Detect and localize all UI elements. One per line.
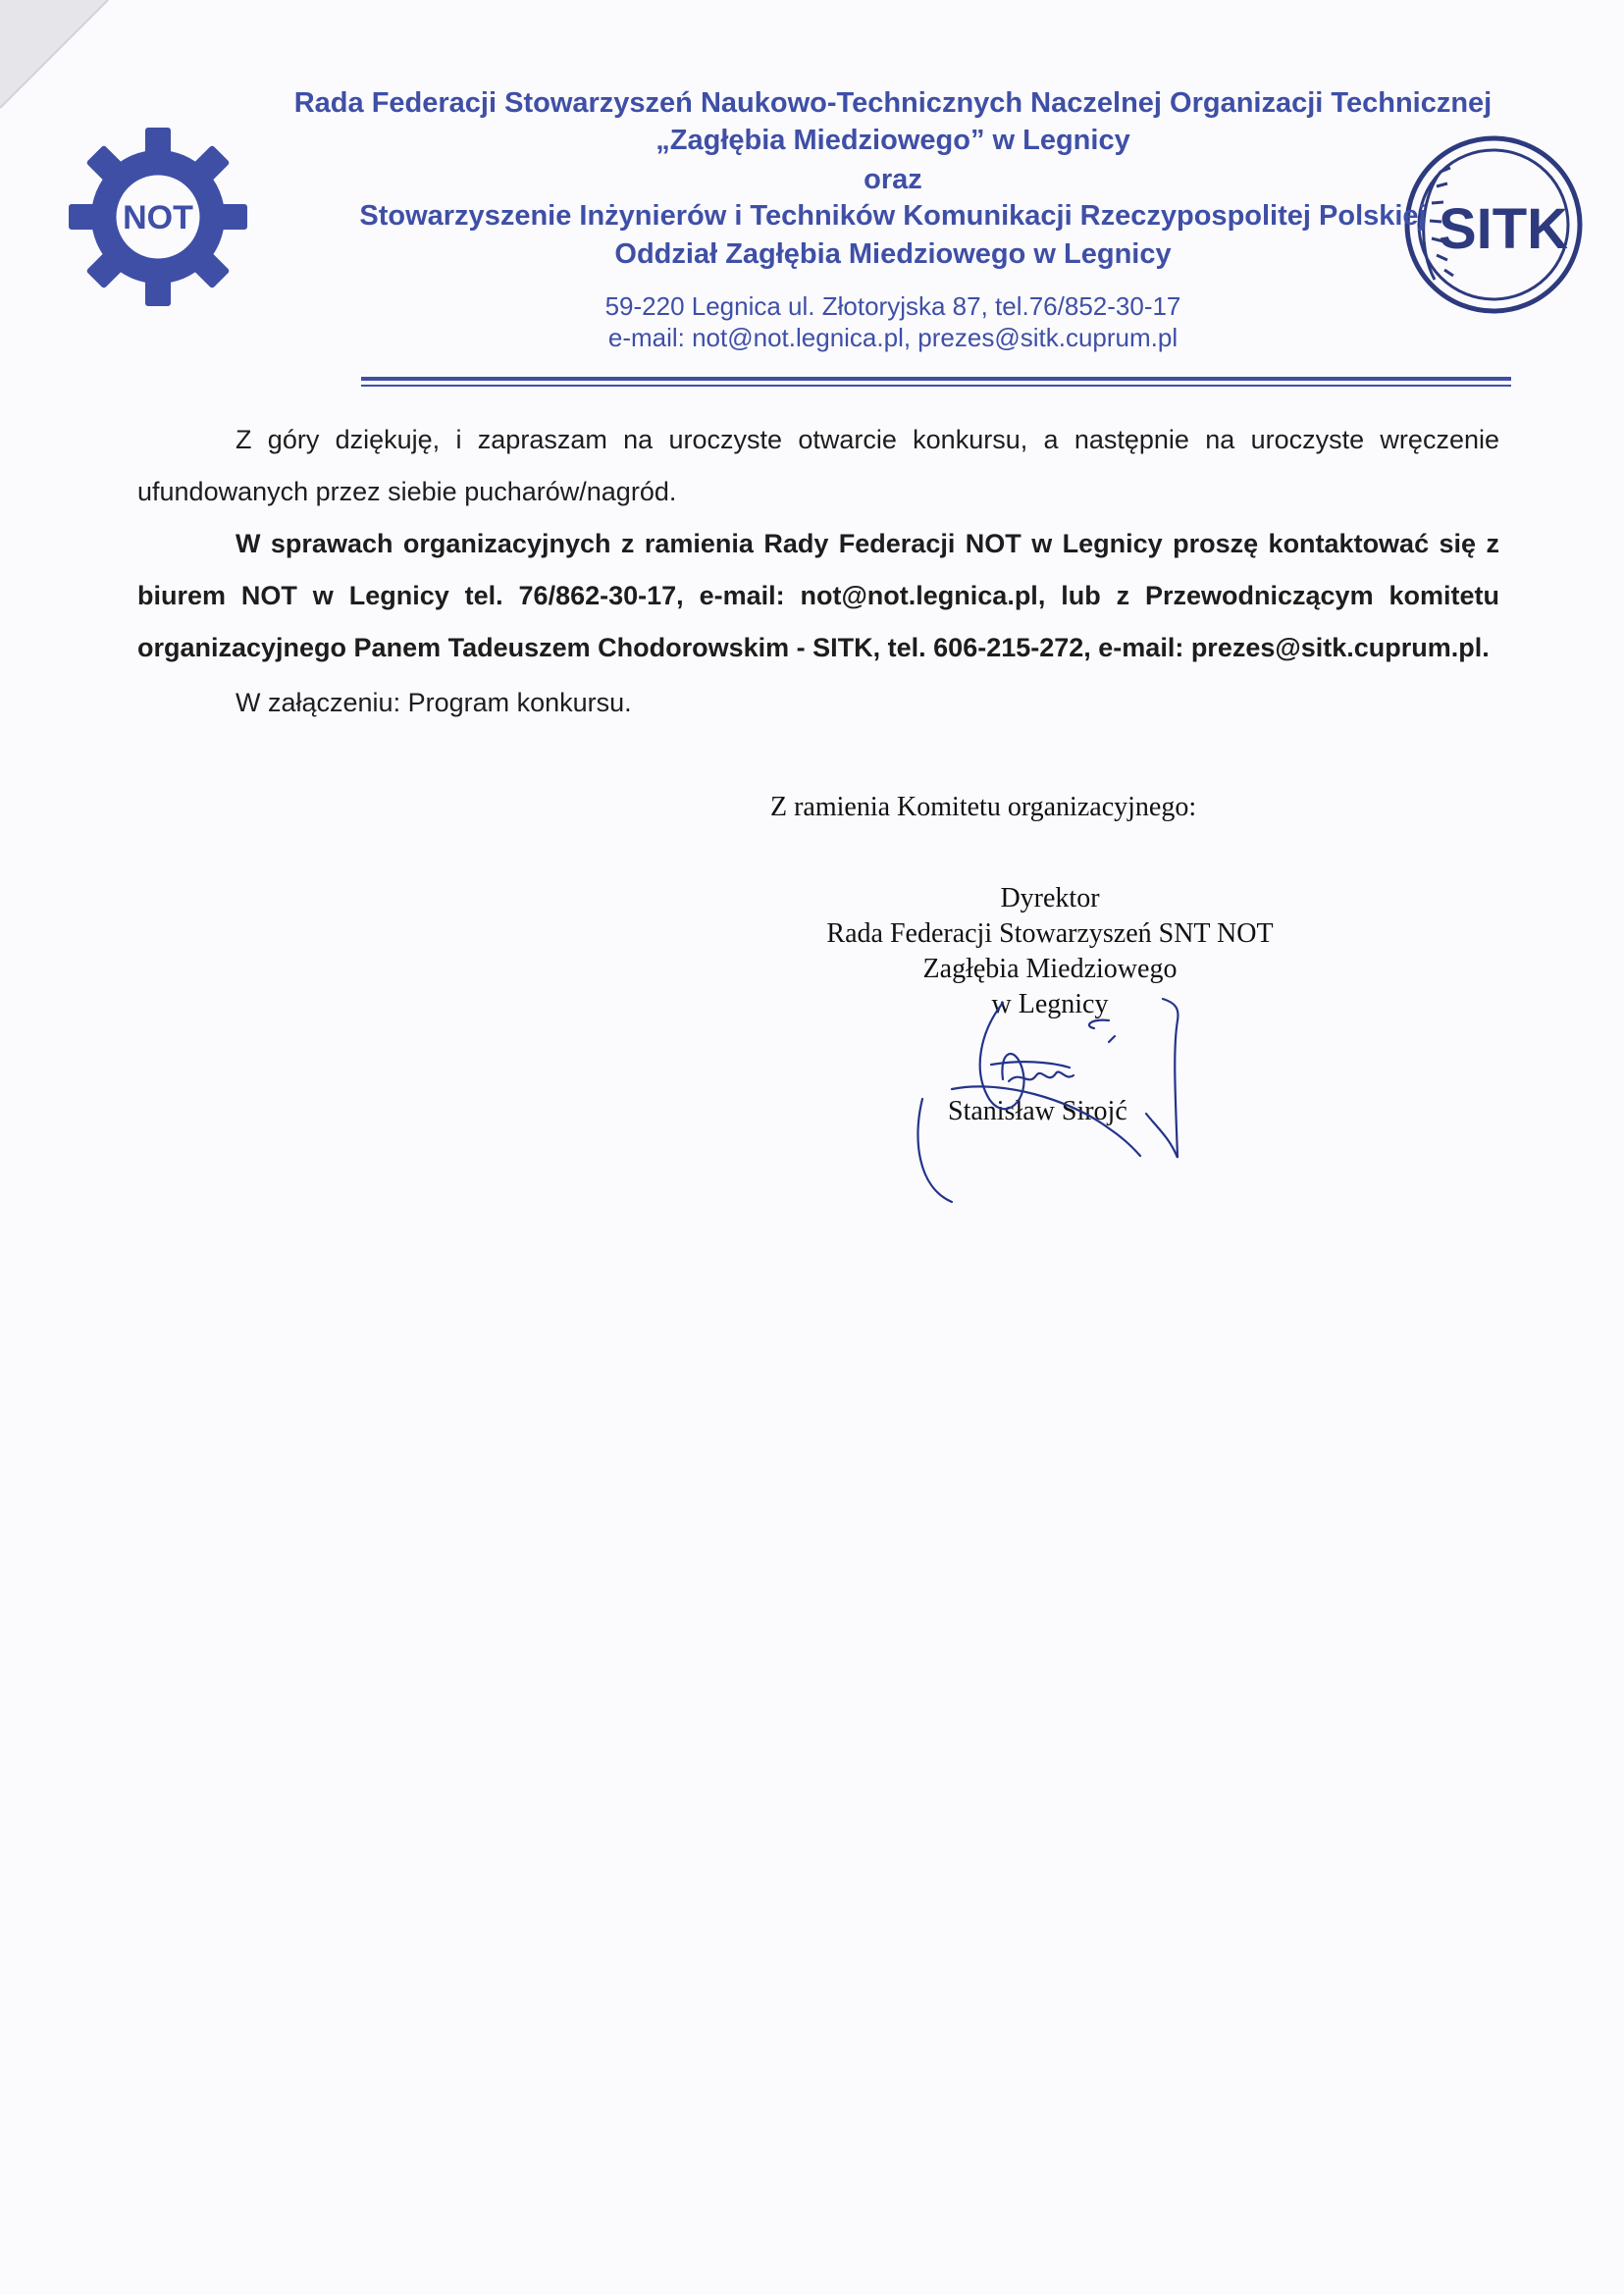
signature-org-2: Zagłębia Miedziowego (922, 954, 1178, 984)
letterhead-rule-top (361, 377, 1511, 381)
signature-intro: Z ramienia Komitetu organizacyjnego: (770, 792, 1197, 822)
letterhead-address: 59-220 Legnica ul. Złotoryjska 87, tel.76/852-30-17 (604, 291, 1181, 321)
sitk-logo-text: SITK (1438, 197, 1569, 261)
signature-org-1: Rada Federacji Stowarzyszeń SNT NOT (826, 918, 1274, 949)
signer-name: Stanisław Sirojć (948, 1096, 1127, 1126)
letterhead-rule-bottom (361, 385, 1511, 387)
handwritten-signature (913, 991, 1207, 1207)
letterhead-line-5: Oddział Zagłębia Miedziowego w Legnicy (614, 238, 1172, 270)
letterhead-line-4: Stowarzyszenie Inżynierów i Techników Komunikacji Rzeczypospolitej Polskiej (359, 200, 1427, 232)
signature-org-3: w Legnicy (991, 989, 1109, 1019)
signature-title: Dyrektor (1000, 883, 1100, 913)
letterhead-line-1: Rada Federacji Stowarzyszeń Naukowo-Technicznych Naczelnej Organizacji Technicznej (293, 87, 1493, 119)
letterhead-email: e-mail: not@not.legnica.pl, prezes@sitk.cuprum.pl (607, 323, 1179, 352)
paragraph-attachment: W załączeniu: Program konkursu. (236, 688, 632, 717)
not-gear-logo (69, 128, 247, 306)
letterhead-line-2: „Zagłębia Miedziowego” w Legnicy (655, 125, 1130, 156)
paragraph-thanks: Z góry dziękuję, i zapraszam na uroczyste otwarcie konkursu, a następnie na uroczyste wręczenie ufundowanych przez siebie pucharów/nagród. (137, 425, 1499, 506)
not-logo-text: NOT (123, 199, 193, 236)
folded-corner (0, 0, 118, 118)
letterhead-line-3: oraz (864, 164, 922, 195)
paragraph-contact: W sprawach organizacyjnych z ramienia Rady Federacji NOT w Legnicy proszę kontaktować się z biurem NOT w Legnicy tel. 76/862-30-17, e-mail: not@not.legnica.pl, lub z Przewodniczącym komitetu organizacyjnego Panem Tadeuszem Chodorowskim - SITK, tel. 606-215-272, e-mail: prezes@sitk.cuprum.pl. (137, 529, 1499, 662)
